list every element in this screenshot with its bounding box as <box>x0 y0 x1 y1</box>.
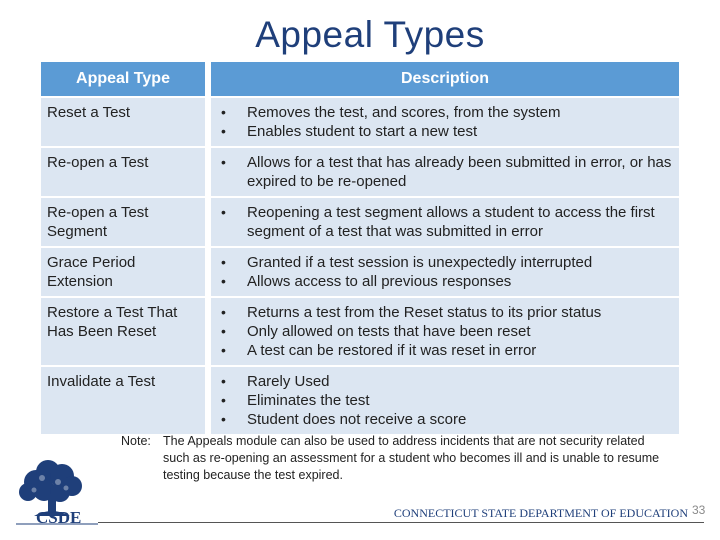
table-row <box>41 198 679 246</box>
table-row <box>41 148 679 196</box>
description-bullet: • Granted if a test session is unexpectedly interrupted <box>217 253 673 272</box>
note-text: The Appeals module can also be used to address incidents that are not security related such as re-opening an assessment for a student who becomes ill and is unable to resume testing because the test expired. <box>163 434 660 482</box>
page-number: 33 <box>692 503 706 517</box>
appeal-type-cell: Restore a Test That Has Been Reset <box>41 298 211 365</box>
description-cell <box>211 98 679 146</box>
description-bullet: • Allows access to all previous responses <box>217 272 673 291</box>
note-label: Note: <box>121 434 151 448</box>
tree-icon <box>14 458 98 528</box>
table-row <box>41 367 679 434</box>
appeal-type-cell: Reset a Test <box>41 98 211 146</box>
description-cell <box>211 248 679 296</box>
description-cell <box>211 298 679 365</box>
description-cell <box>211 148 679 196</box>
description-bullet: • Returns a test from the Reset status to its prior status <box>217 303 673 322</box>
table-row <box>41 298 679 365</box>
appeal-type-cell: Grace Period Extension <box>41 248 211 296</box>
description-list <box>217 303 673 360</box>
appeal-type-cell: Invalidate a Test <box>41 367 211 434</box>
appeal-type-cell: Re-open a Test <box>41 148 211 196</box>
description-list <box>217 153 673 191</box>
description-list <box>217 203 673 241</box>
header-appeal-type: Appeal Type <box>41 62 211 96</box>
description-bullet: • Removes the test, and scores, from the system <box>217 103 673 122</box>
description-list <box>217 103 673 141</box>
description-bullet: • Allows for a test that has already been submitted in error, or has expired to be re-opened <box>217 153 673 191</box>
appeal-type-cell: Re-open a Test Segment <box>41 198 211 246</box>
description-bullet: • Eliminates the test <box>217 391 673 410</box>
description-bullet: • Enables student to start a new test <box>217 122 673 141</box>
description-list <box>217 253 673 291</box>
description-cell <box>211 367 679 434</box>
description-bullet: • Reopening a test segment allows a student to access the first segment of a test that was submitted in error <box>217 203 673 241</box>
logo-text: CSDE <box>36 508 82 527</box>
page-title: Appeal Types <box>255 14 485 55</box>
description-bullet: • Student does not receive a score <box>217 410 673 429</box>
footer-department: CONNECTICUT STATE DEPARTMENT OF EDUCATION <box>393 506 688 520</box>
header-description: Description <box>211 62 679 96</box>
appeal-types-table <box>41 60 679 436</box>
note <box>121 433 661 484</box>
table-body <box>41 98 679 434</box>
description-bullet: • A test can be restored if it was reset in error <box>217 341 673 360</box>
footer-divider <box>98 522 704 523</box>
table-header-row <box>41 62 679 96</box>
description-list <box>217 372 673 429</box>
description-bullet: • Only allowed on tests that have been reset <box>217 322 673 341</box>
csde-logo <box>14 458 98 528</box>
description-cell <box>211 198 679 246</box>
table-row <box>41 248 679 296</box>
table-row <box>41 98 679 146</box>
description-bullet: • Rarely Used <box>217 372 673 391</box>
